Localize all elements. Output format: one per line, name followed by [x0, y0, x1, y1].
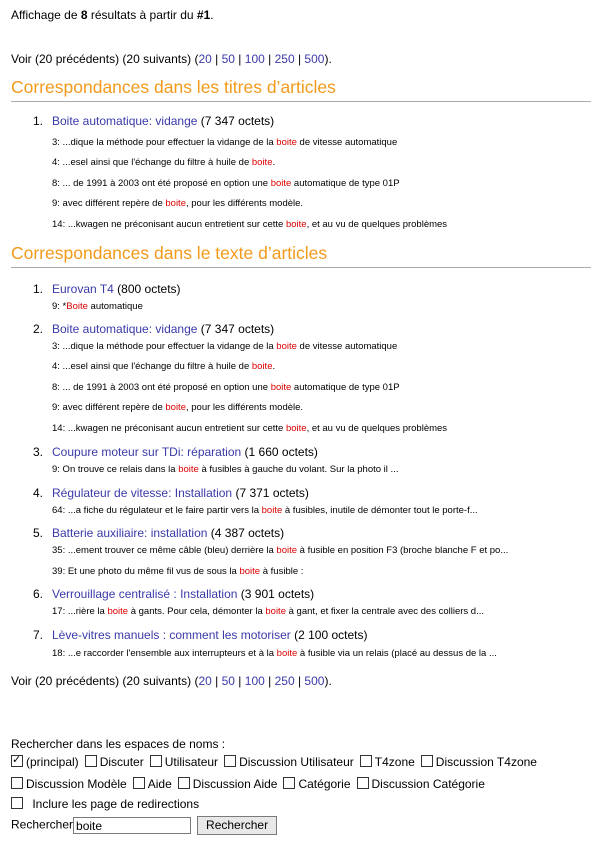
snippet-text: , pour les différents modèle. — [185, 198, 304, 209]
limit-100-link[interactable]: 100 — [244, 674, 265, 688]
result-snippet — [52, 566, 303, 577]
namespace-checkbox[interactable] — [11, 755, 23, 767]
result-size: (7 371 octets) — [235, 486, 309, 500]
result-snippet — [52, 198, 303, 209]
summary-count: 8 — [80, 8, 88, 22]
snippet-text: , et au vu de quelques problèmes — [306, 218, 448, 230]
namespace-row-1 — [11, 755, 543, 769]
limit-20-link[interactable]: 20 — [198, 674, 212, 688]
result-size: (800 octets) — [117, 282, 181, 296]
limit-500-link[interactable]: 500 — [304, 674, 325, 688]
limit-500-link[interactable]: 500 — [304, 52, 325, 66]
result-size: (3 901 octets) — [240, 587, 315, 601]
pager-close: ). — [324, 52, 332, 66]
snippet-text: 9: avec différent repère de — [52, 198, 166, 209]
snippet-text: 18: ...e raccorder l'ensemble aux interrupteurs et à la — [52, 648, 277, 659]
results-summary — [11, 8, 214, 22]
result-snippet — [52, 423, 447, 434]
pager-sep: | — [211, 52, 222, 66]
result-number: 2. — [33, 322, 44, 336]
snippet-text: 8: ... de 1991 à 2003 ont été proposé en option une — [52, 382, 271, 393]
result-snippet — [52, 178, 400, 189]
snippet-text: 14: ...kwagen ne préconisant aucun entretient sur cette — [52, 218, 286, 230]
namespace-checkbox[interactable] — [133, 777, 145, 789]
snippet-highlight: boite — [251, 157, 273, 168]
result-title-link[interactable]: Eurovan T4 — [52, 282, 114, 296]
result-title-link[interactable]: Lève-vitres manuels : comment les motoriser — [52, 628, 291, 642]
snippet-text: automatique — [87, 301, 143, 312]
titles-section-heading: Correspondances dans les titres d’articles — [11, 77, 591, 102]
snippet-highlight: boite — [265, 606, 286, 617]
result-item — [52, 322, 274, 336]
result-size: (1 660 octets) — [244, 445, 318, 459]
result-item — [52, 587, 314, 601]
namespace-checkbox[interactable] — [283, 777, 295, 789]
snippet-highlight: boite — [270, 382, 292, 393]
result-snippet — [52, 606, 484, 617]
limit-250-link[interactable]: 250 — [274, 674, 295, 688]
result-snippet — [52, 361, 275, 372]
result-item — [52, 445, 318, 459]
snippet-text: à gant, et fixer la centrale avec des colliers d... — [285, 606, 484, 617]
result-number: 1. — [33, 114, 44, 128]
text-section-heading: Correspondances dans le texte d’articles — [11, 243, 591, 268]
snippet-highlight: Boite — [66, 301, 88, 312]
snippet-text: 4: ...esel ainsi que l'échange du filtre à huile de — [52, 361, 252, 372]
namespace-label: (principal) — [26, 755, 79, 769]
result-number: 4. — [33, 486, 44, 500]
snippet-text: de vitesse automatique — [296, 341, 398, 352]
limit-100-link[interactable]: 100 — [244, 52, 265, 66]
pager-sep: | — [234, 674, 245, 688]
result-size: (2 100 octets) — [294, 628, 368, 642]
snippet-text: de vitesse automatique — [296, 136, 398, 148]
snippet-highlight: boite — [285, 423, 307, 434]
redirects-label: Inclure les page de redirections — [32, 797, 200, 811]
namespace-checkbox[interactable] — [421, 755, 433, 767]
limit-20-link[interactable]: 20 — [198, 52, 212, 66]
snippet-highlight: boite — [251, 361, 273, 372]
pager-prev: Voir (20 précédents) — [11, 52, 120, 66]
search-input[interactable]: boite — [73, 817, 191, 834]
namespace-label: Utilisateur — [164, 755, 219, 769]
snippet-text: à fusible : — [260, 566, 304, 577]
summary-prefix: Affichage de — [11, 8, 81, 22]
snippet-text: . — [272, 361, 276, 372]
namespaces-label: Rechercher dans les espaces de noms : — [11, 737, 226, 751]
pager-sep: | — [234, 52, 245, 66]
result-title-link[interactable]: Régulateur de vitesse: Installation — [52, 486, 233, 500]
result-number: 7. — [33, 628, 44, 642]
result-snippet — [52, 157, 275, 168]
result-title-link[interactable]: Boite automatique: vidange — [52, 322, 198, 336]
result-snippet — [52, 648, 497, 659]
result-item — [52, 114, 274, 128]
pager-top — [11, 52, 332, 66]
namespace-checkbox[interactable] — [357, 777, 369, 789]
summary-suffix: . — [210, 8, 214, 22]
namespace-checkbox[interactable] — [224, 755, 236, 767]
snippet-highlight: boite — [276, 136, 297, 148]
snippet-text: à fusibles, inutile de démonter tout le porte-f... — [282, 505, 478, 516]
snippet-text: 3: ...dique la méthode pour effectuer la vidange de la — [52, 341, 277, 352]
search-row — [11, 816, 277, 835]
result-item — [52, 282, 181, 296]
result-title-link[interactable]: Batterie auxiliaire: installation — [52, 526, 208, 540]
result-title-link[interactable]: Coupure moteur sur TDi: réparation — [52, 445, 242, 459]
limit-50-link[interactable]: 50 — [221, 674, 235, 688]
snippet-highlight: boite — [165, 198, 186, 209]
pager-open: ( — [191, 52, 199, 66]
namespace-label: Discussion Utilisateur — [239, 755, 354, 769]
result-number: 1. — [33, 282, 44, 296]
search-button[interactable]: Rechercher — [197, 816, 277, 835]
result-title-link[interactable]: Boite automatique: vidange — [52, 114, 198, 128]
snippet-highlight: boite — [239, 566, 261, 577]
pager-next: (20 suivants) — [122, 674, 192, 688]
snippet-text: 9: avec différent repère de — [52, 402, 166, 413]
snippet-text: , pour les différents modèle. — [185, 402, 304, 413]
snippet-text: 39: Et une photo du même fil vus de sous la — [52, 566, 240, 577]
pager-sep: | — [211, 674, 222, 688]
snippet-text: à gants. Pour cela, démonter la — [128, 606, 266, 617]
namespace-label: Aide — [147, 777, 172, 791]
namespace-label: Discuter — [99, 755, 144, 769]
limit-50-link[interactable]: 50 — [221, 52, 235, 66]
namespace-checkbox[interactable] — [85, 755, 97, 767]
redirects-row — [11, 797, 199, 811]
result-snippet — [52, 382, 400, 393]
pager-sep: | — [264, 674, 275, 688]
namespace-row-2 — [11, 777, 491, 791]
result-snippet — [52, 301, 143, 312]
result-snippet — [52, 545, 508, 556]
snippet-text: 64: ...a fiche du régulateur et le faire partir vers la — [52, 505, 262, 516]
result-item — [52, 486, 309, 500]
result-item — [52, 526, 284, 540]
namespace-label: Discussion T4zone — [435, 755, 537, 769]
pager-prev: Voir (20 précédents) — [11, 674, 120, 688]
summary-middle: résultats à partir du — [87, 8, 197, 22]
limit-250-link[interactable]: 250 — [274, 52, 295, 66]
snippet-highlight: boite — [270, 177, 292, 189]
result-size: (7 347 octets) — [200, 114, 275, 128]
namespace-label: Catégorie — [298, 777, 351, 791]
namespace-label: Discussion Modèle — [26, 777, 127, 791]
snippet-highlight: boite — [165, 402, 186, 413]
result-snippet — [52, 341, 397, 352]
summary-start: #1 — [196, 8, 211, 22]
snippet-highlight: boite — [276, 341, 297, 352]
namespace-checkbox[interactable] — [360, 755, 372, 767]
result-snippet — [52, 219, 447, 230]
snippet-text: 3: ...dique la méthode pour effectuer la vidange de la — [52, 136, 277, 148]
snippet-text: 17: ...rière la — [52, 606, 108, 617]
result-snippet — [52, 505, 478, 516]
result-title-link[interactable]: Verrouillage centralisé : Installation — [52, 587, 238, 601]
snippet-highlight: boite — [261, 505, 283, 516]
snippet-text: 8: ... de 1991 à 2003 ont été proposé en option une — [52, 177, 271, 189]
snippet-text: automatique de type 01P — [291, 177, 400, 189]
result-number: 6. — [33, 587, 44, 601]
result-number: 3. — [33, 445, 44, 459]
pager-sep: | — [294, 52, 305, 66]
snippet-text: à fusible en position F3 (broche blanche F et po... — [297, 545, 509, 556]
snippet-highlight: boite — [276, 545, 298, 556]
pager-sep: | — [294, 674, 305, 688]
result-snippet — [52, 464, 398, 475]
pager-close: ). — [324, 674, 332, 688]
namespace-checkbox[interactable] — [150, 755, 162, 767]
namespace-label: Discussion Aide — [192, 777, 278, 791]
snippet-highlight: boite — [276, 648, 298, 659]
snippet-text: à fusible via un relais (placé au dessus de la ... — [297, 648, 497, 659]
result-size: (7 347 octets) — [200, 322, 275, 336]
namespace-checkbox[interactable] — [11, 777, 23, 789]
snippet-text: . — [272, 157, 276, 168]
namespace-label: T4zone — [374, 755, 415, 769]
snippet-text: 4: ...esel ainsi que l'échange du filtre à huile de — [52, 157, 252, 168]
snippet-text: , et au vu de quelques problèmes — [306, 423, 448, 434]
pager-sep: | — [264, 52, 275, 66]
result-snippet — [52, 137, 397, 148]
result-item — [52, 628, 367, 642]
redirects-checkbox[interactable] — [11, 797, 23, 809]
snippet-highlight: boite — [107, 606, 129, 617]
pager-bottom — [11, 674, 332, 688]
snippet-highlight: boite — [285, 218, 307, 230]
snippet-text: 35: ...ement trouver ce même câble (bleu) derrière la — [52, 545, 277, 556]
snippet-highlight: boite — [178, 464, 199, 475]
snippet-text: automatique de type 01P — [291, 382, 400, 393]
search-label: Rechercher — [11, 817, 74, 832]
namespace-checkbox[interactable] — [178, 777, 190, 789]
snippet-text: 9: * — [52, 301, 67, 312]
pager-next: (20 suivants) — [122, 52, 192, 66]
result-size: (4 387 octets) — [210, 526, 285, 540]
snippet-text: à fusibles à gauche du volant. Sur la photo il ... — [198, 464, 399, 475]
result-snippet — [52, 402, 303, 413]
pager-open: ( — [191, 674, 199, 688]
snippet-text: 9: On trouve ce relais dans la — [52, 464, 179, 475]
result-number: 5. — [33, 526, 44, 540]
namespace-label: Discussion Catégorie — [371, 777, 485, 791]
snippet-text: 14: ...kwagen ne préconisant aucun entretient sur cette — [52, 423, 286, 434]
